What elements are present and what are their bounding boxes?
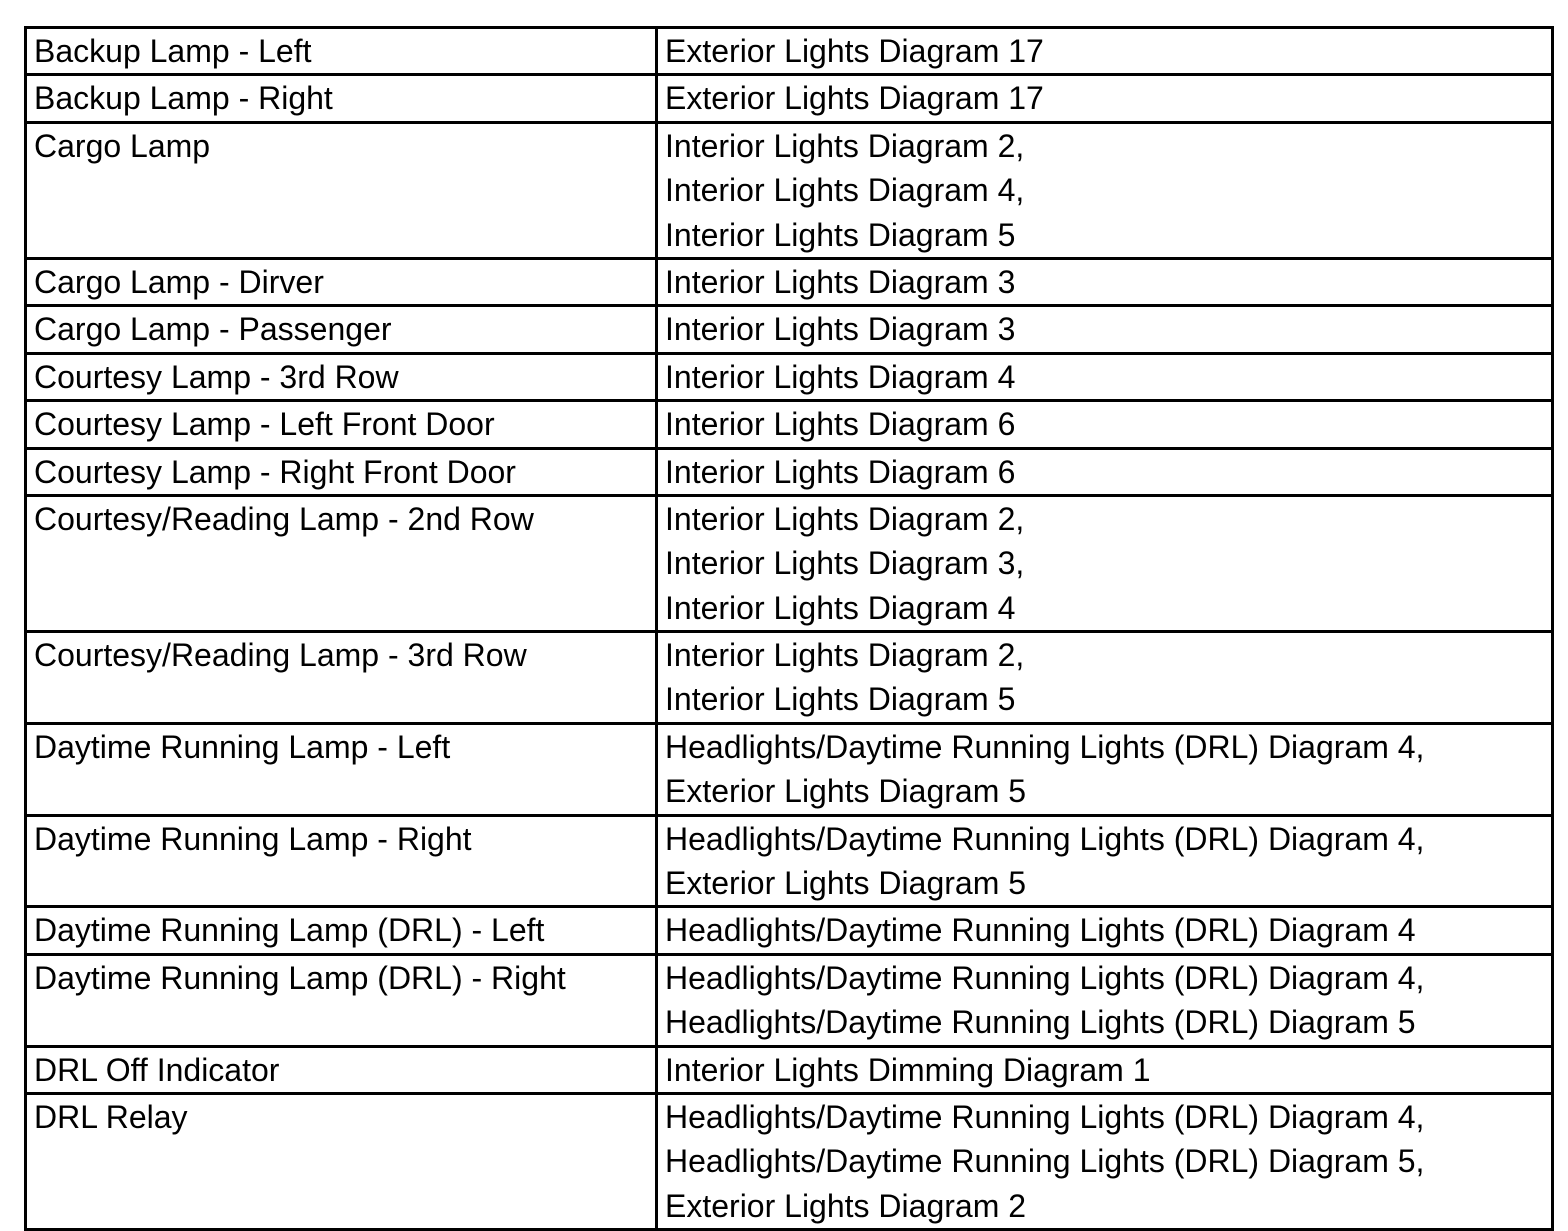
diagram-reference: Interior Lights Diagram 6 bbox=[665, 406, 1016, 443]
component-name: Courtesy Lamp - 3rd Row bbox=[34, 358, 399, 395]
diagram-cell bbox=[657, 495, 1553, 631]
diagram-reference: Interior Lights Diagram 2, bbox=[665, 127, 1025, 164]
table-row bbox=[26, 28, 1553, 75]
table-row bbox=[26, 723, 1553, 815]
diagram-cell bbox=[657, 75, 1553, 122]
diagram-cell bbox=[657, 1046, 1553, 1093]
table-row bbox=[26, 122, 1553, 258]
component-name: Cargo Lamp bbox=[34, 127, 211, 164]
table-row bbox=[26, 401, 1553, 448]
table-row bbox=[26, 1046, 1553, 1093]
component-index-table-wrap bbox=[24, 26, 1551, 1231]
diagram-reference: Interior Lights Diagram 3 bbox=[665, 311, 1016, 348]
diagram-reference: Interior Lights Diagram 2, bbox=[665, 637, 1025, 674]
component-name: DRL Relay bbox=[34, 1098, 188, 1135]
diagram-reference: Headlights/Daytime Running Lights (DRL) Diagram 5, bbox=[665, 1143, 1425, 1180]
diagram-reference: Exterior Lights Diagram 2 bbox=[665, 1187, 1027, 1224]
component-name: Daytime Running Lamp - Left bbox=[34, 728, 451, 765]
component-name: Backup Lamp - Left bbox=[34, 33, 312, 69]
diagram-reference: Headlights/Daytime Running Lights (DRL) Diagram 4 bbox=[665, 912, 1416, 949]
diagram-cell bbox=[657, 306, 1553, 353]
diagram-reference: Interior Lights Diagram 4 bbox=[665, 589, 1016, 626]
diagram-reference: Interior Lights Diagram 5 bbox=[665, 681, 1016, 718]
diagram-reference: Exterior Lights Diagram 17 bbox=[665, 33, 1044, 69]
component-cell bbox=[26, 907, 657, 954]
table-row bbox=[26, 954, 1553, 1046]
component-name: Daytime Running Lamp (DRL) - Left bbox=[34, 912, 545, 949]
component-name: DRL Off Indicator bbox=[34, 1051, 280, 1088]
component-cell bbox=[26, 353, 657, 400]
diagram-reference: Interior Lights Diagram 5 bbox=[665, 216, 1016, 253]
table-row bbox=[26, 258, 1553, 305]
diagram-cell bbox=[657, 353, 1553, 400]
component-cell bbox=[26, 1093, 657, 1229]
component-name: Courtesy/Reading Lamp - 2nd Row bbox=[34, 500, 534, 537]
diagram-reference: Interior Lights Dimming Diagram 1 bbox=[665, 1051, 1151, 1088]
table-row bbox=[26, 632, 1553, 724]
diagram-reference: Exterior Lights Diagram 17 bbox=[665, 80, 1044, 117]
diagram-reference: Interior Lights Diagram 3, bbox=[665, 545, 1025, 582]
component-cell bbox=[26, 401, 657, 448]
diagram-cell bbox=[657, 632, 1553, 724]
component-cell bbox=[26, 815, 657, 907]
diagram-reference: Interior Lights Diagram 2, bbox=[665, 500, 1025, 537]
component-name: Courtesy Lamp - Left Front Door bbox=[34, 406, 495, 443]
diagram-cell bbox=[657, 815, 1553, 907]
component-name: Daytime Running Lamp - Right bbox=[34, 820, 472, 857]
diagram-reference: Headlights/Daytime Running Lights (DRL) Diagram 4, bbox=[665, 820, 1425, 857]
diagram-reference: Exterior Lights Diagram 5 bbox=[665, 773, 1027, 810]
table-row bbox=[26, 815, 1553, 907]
diagram-reference: Interior Lights Diagram 4 bbox=[665, 358, 1016, 395]
diagram-cell bbox=[657, 401, 1553, 448]
diagram-reference: Headlights/Daytime Running Lights (DRL) Diagram 4, bbox=[665, 959, 1425, 996]
component-cell bbox=[26, 258, 657, 305]
diagram-cell bbox=[657, 448, 1553, 495]
component-cell bbox=[26, 632, 657, 724]
table-row bbox=[26, 353, 1553, 400]
table-row bbox=[26, 907, 1553, 954]
diagram-cell bbox=[657, 954, 1553, 1046]
diagram-reference: Headlights/Daytime Running Lights (DRL) Diagram 4, bbox=[665, 728, 1425, 765]
component-index-table bbox=[24, 26, 1554, 1231]
table-row bbox=[26, 306, 1553, 353]
diagram-reference: Exterior Lights Diagram 5 bbox=[665, 865, 1027, 902]
diagram-reference: Headlights/Daytime Running Lights (DRL) Diagram 4, bbox=[665, 1098, 1425, 1135]
table-body bbox=[26, 28, 1553, 1230]
diagram-cell bbox=[657, 723, 1553, 815]
component-cell bbox=[26, 448, 657, 495]
component-cell bbox=[26, 954, 657, 1046]
diagram-cell bbox=[657, 28, 1553, 75]
table-row bbox=[26, 75, 1553, 122]
diagram-reference: Interior Lights Diagram 4, bbox=[665, 172, 1025, 209]
component-cell bbox=[26, 122, 657, 258]
diagram-cell bbox=[657, 122, 1553, 258]
component-cell bbox=[26, 495, 657, 631]
component-cell bbox=[26, 28, 657, 75]
component-name: Cargo Lamp - Dirver bbox=[34, 263, 324, 300]
component-cell bbox=[26, 306, 657, 353]
diagram-reference: Headlights/Daytime Running Lights (DRL) Diagram 5 bbox=[665, 1004, 1416, 1041]
component-name: Courtesy Lamp - Right Front Door bbox=[34, 453, 516, 490]
diagram-cell bbox=[657, 258, 1553, 305]
component-cell bbox=[26, 723, 657, 815]
component-cell bbox=[26, 1046, 657, 1093]
component-name: Backup Lamp - Right bbox=[34, 80, 333, 117]
diagram-cell bbox=[657, 1093, 1553, 1229]
diagram-reference: Interior Lights Diagram 6 bbox=[665, 453, 1016, 490]
table-row bbox=[26, 1093, 1553, 1229]
diagram-cell bbox=[657, 907, 1553, 954]
table-row bbox=[26, 495, 1553, 631]
component-cell bbox=[26, 75, 657, 122]
component-name: Cargo Lamp - Passenger bbox=[34, 311, 392, 348]
component-name: Courtesy/Reading Lamp - 3rd Row bbox=[34, 637, 527, 674]
table-row bbox=[26, 448, 1553, 495]
diagram-reference: Interior Lights Diagram 3 bbox=[665, 263, 1016, 300]
component-name: Daytime Running Lamp (DRL) - Right bbox=[34, 959, 566, 996]
